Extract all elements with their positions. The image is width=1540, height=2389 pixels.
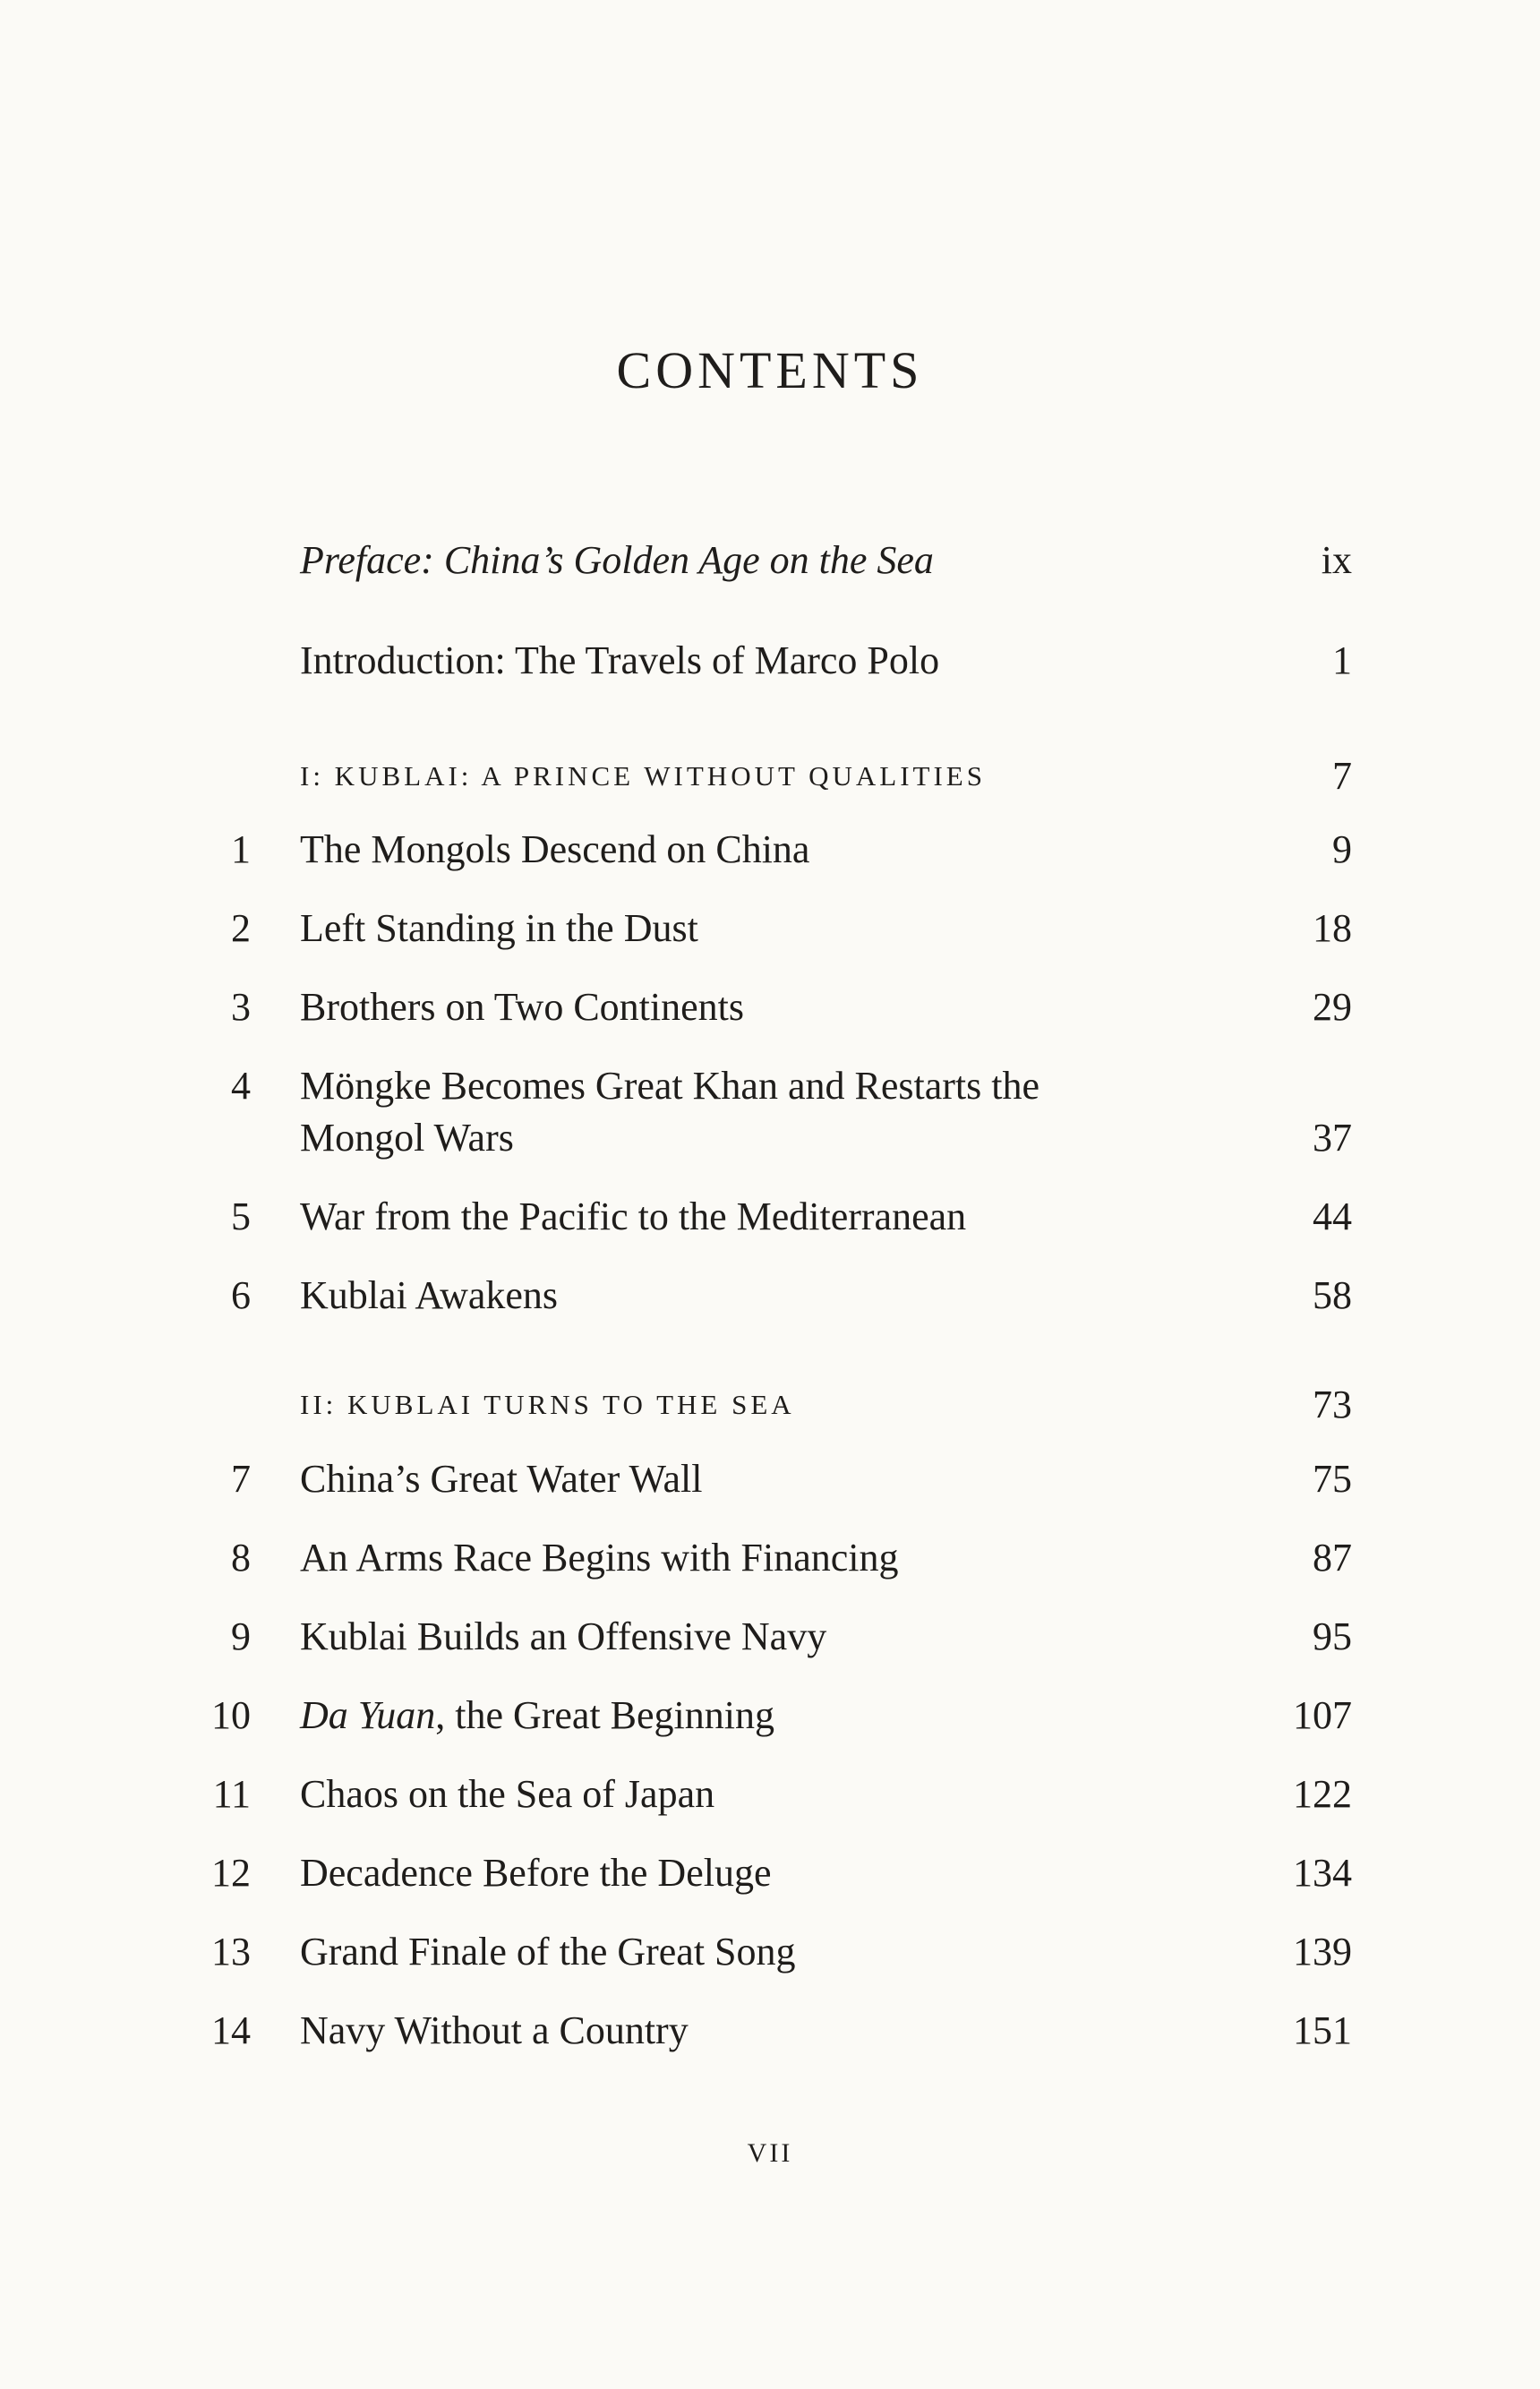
entry-title: Kublai Awakens <box>300 1273 559 1317</box>
entry-page: 139 <box>1293 1930 1352 1974</box>
chapter-number: 6 <box>231 1273 251 1317</box>
entry-page: 75 <box>1313 1457 1352 1501</box>
entry-page: 134 <box>1293 1851 1352 1895</box>
chapter-number: 1 <box>231 827 251 871</box>
chapter-number: 5 <box>231 1194 251 1238</box>
entry-page: 87 <box>1313 1536 1352 1580</box>
entry-title: Decadence Before the Deluge <box>300 1851 772 1895</box>
part-title: II: KUBLAI TURNS TO THE SEA <box>300 1389 795 1420</box>
entry-title-italic: Da Yuan <box>300 1693 436 1737</box>
page-title: CONTENTS <box>616 341 924 399</box>
entry-page: 122 <box>1293 1772 1352 1816</box>
entry-page: 95 <box>1313 1614 1352 1658</box>
chapter-number: 3 <box>231 985 251 1029</box>
entry-title: Chaos on the Sea of Japan <box>300 1772 715 1816</box>
entry-title: Brothers on Two Continents <box>300 985 744 1029</box>
chapter-number: 14 <box>211 2008 251 2052</box>
entry-title: Grand Finale of the Great Song <box>300 1930 796 1974</box>
entry-title: Möngke Becomes Great Khan and Restarts the <box>300 1064 1040 1108</box>
entry-title: An Arms Race Begins with Financing <box>300 1536 899 1580</box>
entry-page: 73 <box>1313 1383 1352 1426</box>
chapter-number: 7 <box>231 1457 251 1501</box>
entry-page: 37 <box>1313 1116 1352 1160</box>
entry-page: 9 <box>1332 827 1352 871</box>
entry-page: 44 <box>1313 1194 1352 1238</box>
part-title: I: KUBLAI: A PRINCE WITHOUT QUALITIES <box>300 760 986 792</box>
entry-page: 151 <box>1293 2008 1352 2052</box>
chapter-number: 10 <box>211 1693 251 1737</box>
entry-title: China’s Great Water Wall <box>300 1457 703 1501</box>
chapter-number: 9 <box>231 1614 251 1658</box>
chapter-number: 8 <box>231 1536 251 1580</box>
page-number: VII <box>747 2138 793 2168</box>
entry-page: ix <box>1321 538 1352 582</box>
entry-page: 1 <box>1332 638 1352 682</box>
entry-title: Preface: China’s Golden Age on the Sea <box>300 538 934 582</box>
chapter-number: 13 <box>211 1930 251 1974</box>
entry-title-line-2: Mongol Wars <box>300 1116 514 1160</box>
entry-page: 7 <box>1332 754 1352 798</box>
entry-title: War from the Pacific to the Mediterranean <box>300 1194 967 1238</box>
chapter-number: 4 <box>231 1064 251 1108</box>
entry-title: Left Standing in the Dust <box>300 906 698 950</box>
entry-page: 29 <box>1313 985 1352 1029</box>
entry-title-rest: , the Great Beginning <box>435 1693 775 1737</box>
entry-title <box>300 1690 1195 1742</box>
entry-page: 107 <box>1293 1693 1352 1737</box>
entry-title: Kublai Builds an Offensive Navy <box>300 1614 827 1658</box>
entry-title: The Mongols Descend on China <box>300 827 810 871</box>
chapter-number: 12 <box>211 1851 251 1895</box>
entry-page: 18 <box>1313 906 1352 950</box>
entry-page: 58 <box>1313 1273 1352 1317</box>
chapter-number: 11 <box>212 1772 251 1816</box>
chapter-number: 2 <box>231 906 251 950</box>
entry-title: Introduction: The Travels of Marco Polo <box>300 638 940 682</box>
entry-title: Navy Without a Country <box>300 2008 689 2052</box>
